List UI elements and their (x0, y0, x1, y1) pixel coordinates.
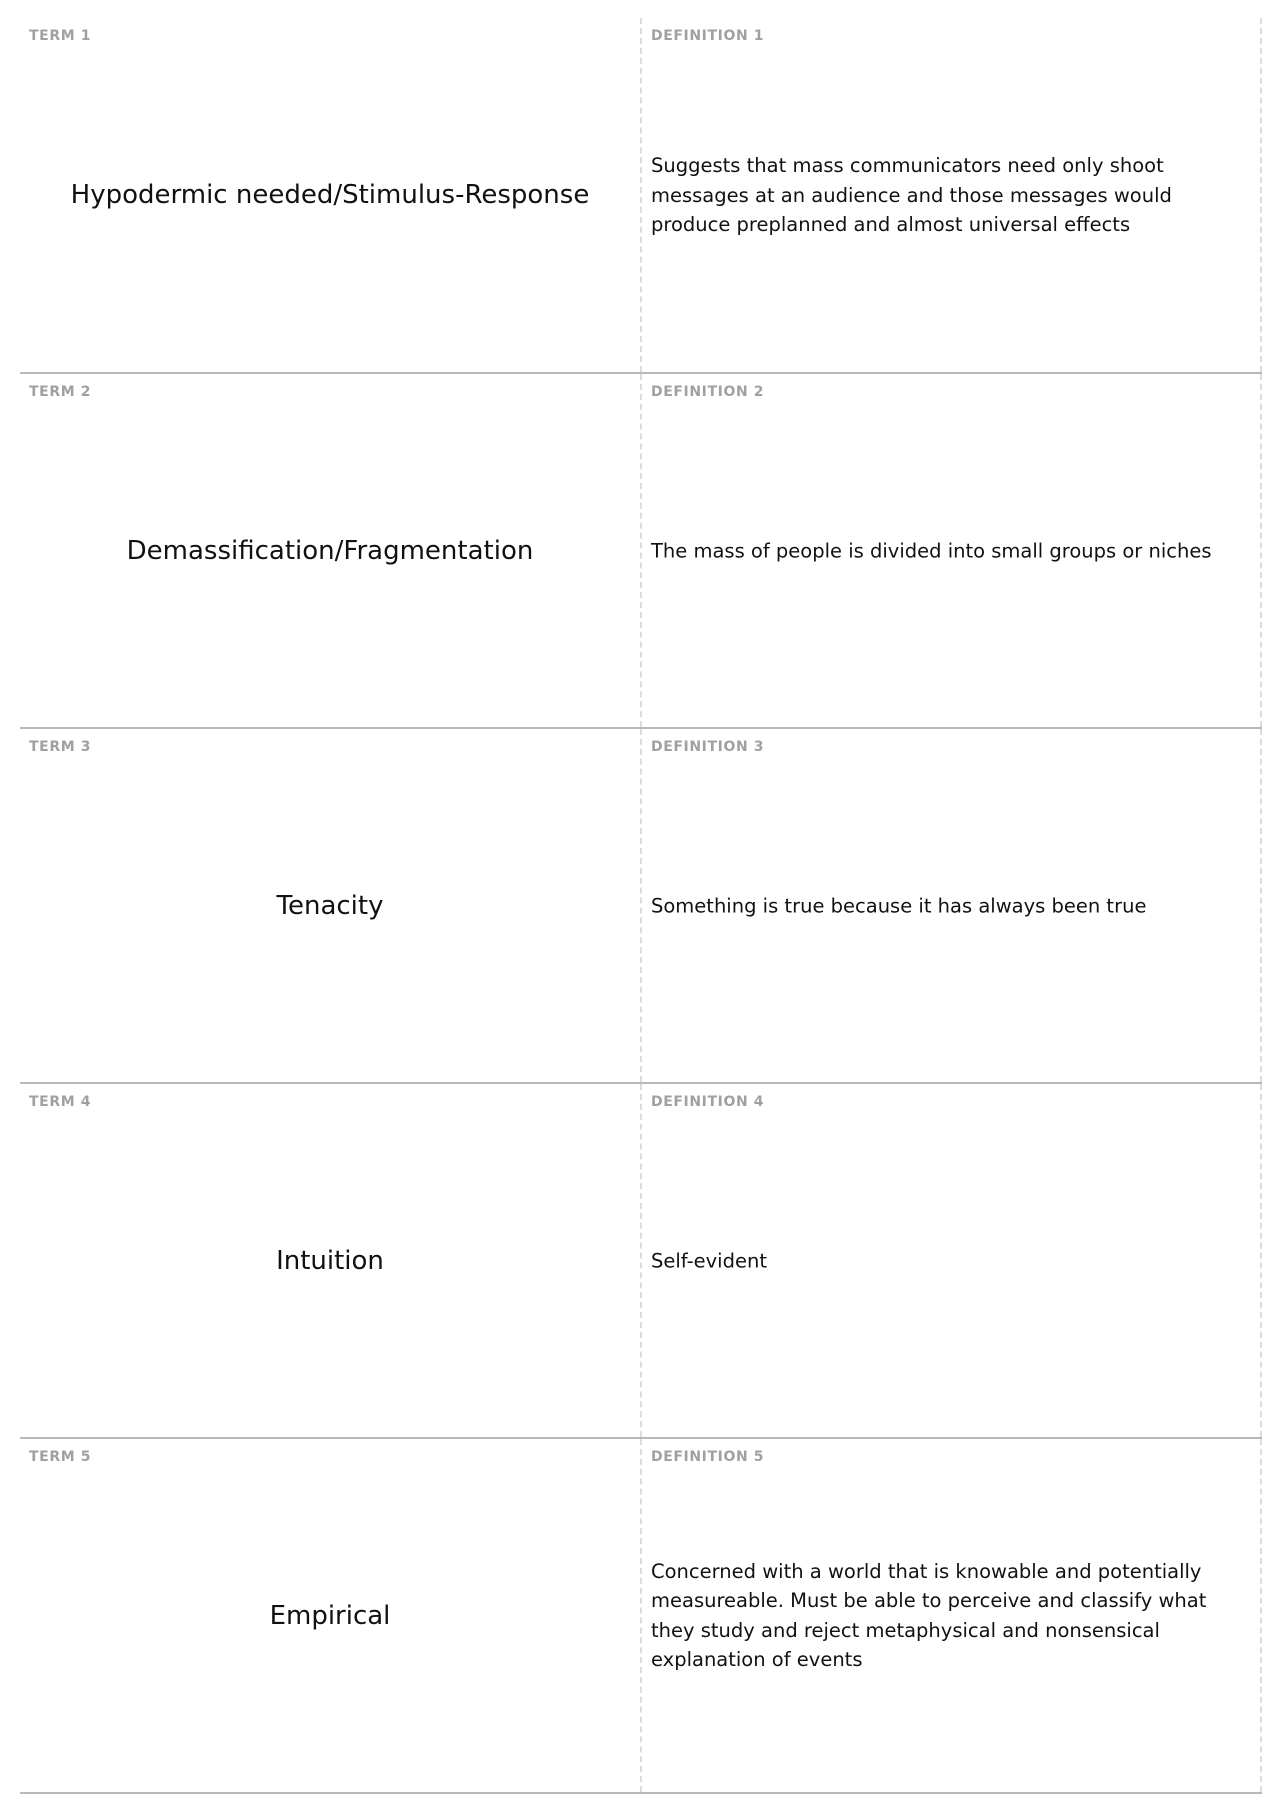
definition-label: DEFINITION 1 (651, 28, 765, 44)
term-label: TERM 2 (29, 384, 92, 400)
definition-cell (642, 18, 1262, 372)
definition-text: Suggests that mass communicators need only shoot messages at an audience and those messages would produce preplanned and almost universal effects (651, 153, 1172, 236)
term-label: TERM 3 (29, 739, 92, 755)
definition-label: DEFINITION 3 (651, 739, 765, 755)
definition-cell (642, 1084, 1262, 1437)
term-cell (20, 18, 642, 372)
flashcard-sheet (20, 18, 1262, 1794)
term-text: Hypodermic needed/Stimulus-Response (70, 180, 590, 210)
term-label: TERM 5 (29, 1449, 92, 1465)
term-cell (20, 1084, 642, 1437)
term-text: Intuition (276, 1245, 384, 1276)
definition-cell (642, 374, 1262, 727)
term-text: Demassification/Fragmentation (126, 535, 534, 566)
term-label: TERM 1 (29, 28, 92, 44)
flashcard-row (20, 18, 1262, 374)
term-cell (20, 1439, 642, 1792)
term-cell (20, 729, 642, 1082)
definition-cell (642, 729, 1262, 1082)
term-text: Empirical (269, 1600, 391, 1631)
definition-label: DEFINITION 5 (651, 1449, 765, 1465)
definition-label: DEFINITION 2 (651, 384, 765, 400)
term-text: Tenacity (276, 890, 384, 921)
definition-cell (642, 1439, 1262, 1792)
definition-text: Concerned with a world that is knowable and potentially measureable. Must be able to perceive and classify what they study and reject metaphysical and nonsensical explanation of events (651, 1559, 1207, 1671)
definition-text: The mass of people is divided into small groups or niches (651, 538, 1212, 562)
flashcard-row (20, 1439, 1262, 1794)
definition-text: Self-evident (651, 1248, 767, 1272)
term-cell (20, 374, 642, 727)
definition-text: Something is true because it has always been true (651, 893, 1147, 917)
flashcard-row (20, 1084, 1262, 1439)
term-label: TERM 4 (29, 1094, 92, 1110)
flashcard-row (20, 729, 1262, 1084)
flashcard-row (20, 374, 1262, 729)
definition-label: DEFINITION 4 (651, 1094, 765, 1110)
